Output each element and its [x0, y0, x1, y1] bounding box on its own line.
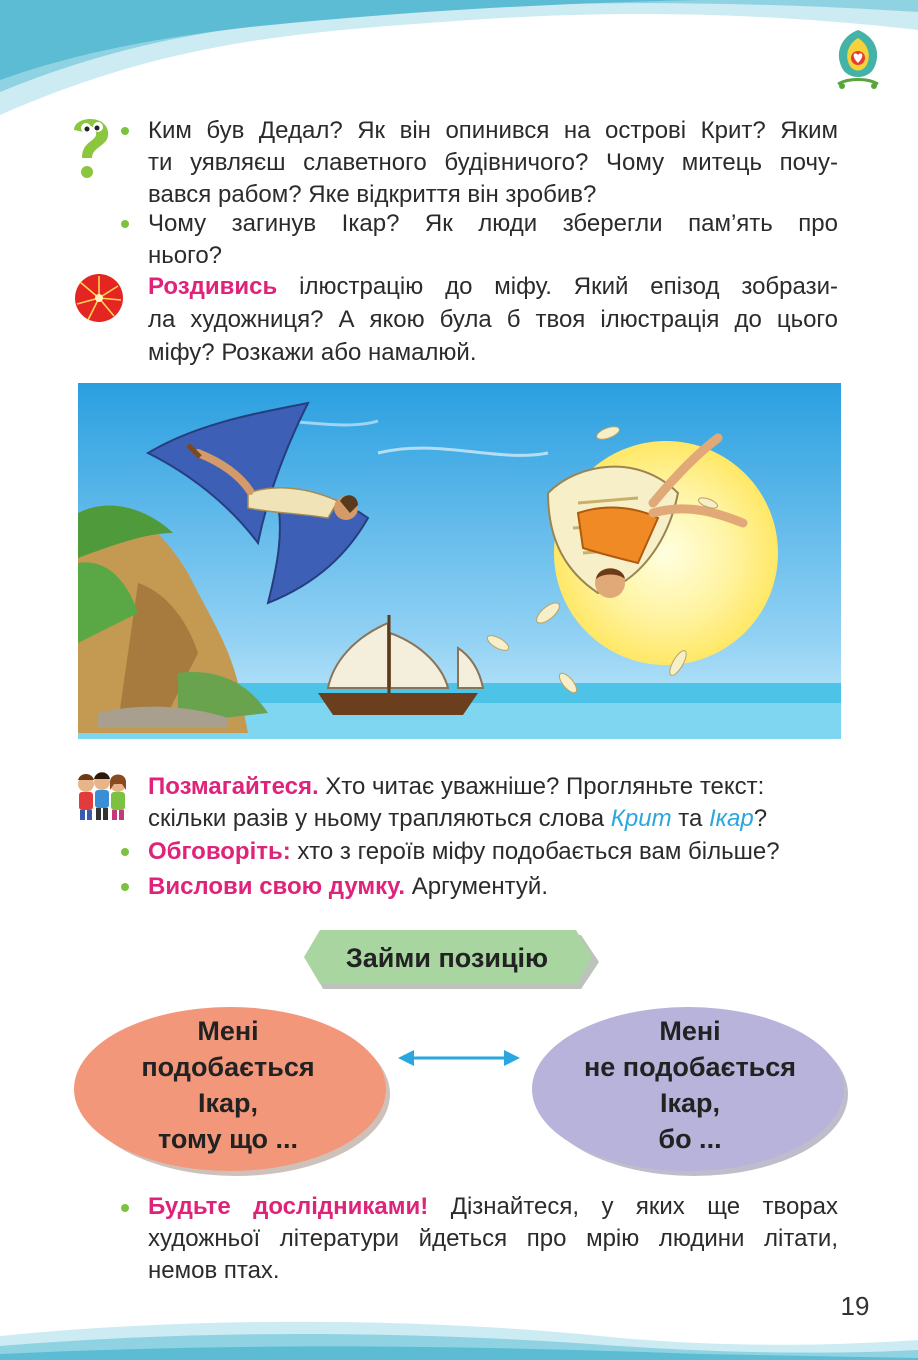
bullet-icon [121, 127, 129, 135]
page-number: 19 [840, 1291, 870, 1321]
research-line-3: немов птах. [148, 1257, 280, 1284]
question-1-line-3: вався рабом? Яке відкриття він зробив? [148, 181, 597, 208]
flower-ornament-icon [828, 24, 888, 96]
question-2-line-1: Чому загинув Ікар? Як люди зберегли пам’ять про [148, 210, 838, 237]
look-line-2: ла художниця? А якою була б твоя ілюстрація до цього [148, 306, 838, 333]
compete-text-2: скільки разів у ньому трапляються слова [148, 805, 611, 832]
bullet-icon [121, 848, 129, 856]
icarus-illustration [78, 383, 841, 739]
like-line-4: тому що ... [157, 1124, 299, 1154]
dislike-ellipse [548, 1010, 832, 1160]
compete-line-2 [148, 803, 838, 835]
opinion-line [148, 871, 838, 903]
children-group-icon [72, 770, 132, 822]
look-line-3: міфу? Розкажи або намалюй. [148, 339, 477, 366]
bullet-icon [121, 220, 129, 228]
word-krit: Крит [610, 805, 672, 832]
compete-end: ? [753, 805, 768, 832]
dislike-line-2: не подобається [583, 1052, 797, 1082]
look-text: ілюстрацію до міфу. Який епізод зобрази- [277, 273, 838, 300]
research-text: Дізнайтеся, у яких ще творах [428, 1193, 838, 1220]
top-wave-decoration [0, 0, 918, 120]
question-mark-icon [64, 112, 116, 180]
like-ellipse [86, 1010, 370, 1160]
dislike-line-1: Мені [659, 1016, 721, 1046]
bullet-icon [121, 1204, 129, 1212]
like-line-2: подобається [141, 1052, 315, 1082]
research-line-2: художньої літератури йдеться про мрію людини літати, [148, 1225, 838, 1252]
question-1-line-1: Ким був Дедал? Як він опинився на острові Крит? Яким [148, 117, 838, 144]
look-keyword: Роздивись [148, 273, 278, 300]
word-ikar: Ікар [709, 805, 754, 832]
dislike-line-3: Ікар, [659, 1088, 720, 1118]
compete-text: Хто читає уважніше? Прогляньте текст: [318, 773, 765, 800]
like-line-1: Мені [197, 1016, 259, 1046]
like-line-3: Ікар, [197, 1088, 259, 1118]
opinion-keyword: Вислови свою думку. [148, 873, 406, 900]
discuss-line [148, 836, 848, 868]
look-line-1 [148, 271, 838, 303]
opinion-text: Аргументуй. [405, 873, 548, 900]
research-line-1 [148, 1191, 838, 1223]
compete-between: та [671, 805, 709, 832]
position-label: Займи позицію [345, 943, 549, 973]
dislike-line-4: бо ... [658, 1124, 722, 1154]
bottom-wave-decoration [0, 1296, 918, 1360]
double-arrow-icon [396, 1046, 522, 1070]
discuss-keyword: Обговоріть: [148, 838, 291, 865]
question-2-line-2: нього? [148, 242, 223, 269]
research-keyword: Будьте дослідниками! [148, 1193, 429, 1220]
question-1-line-2: ти уявляєш славетного будівничого? Чому митець почу- [148, 149, 838, 176]
sparkle-ball-icon [66, 268, 132, 328]
bullet-icon [121, 883, 129, 891]
compete-keyword: Позмагайтеся. [148, 773, 319, 800]
compete-line-1 [148, 771, 838, 803]
discuss-text: хто з героїв міфу подобається вам більше? [290, 838, 780, 865]
